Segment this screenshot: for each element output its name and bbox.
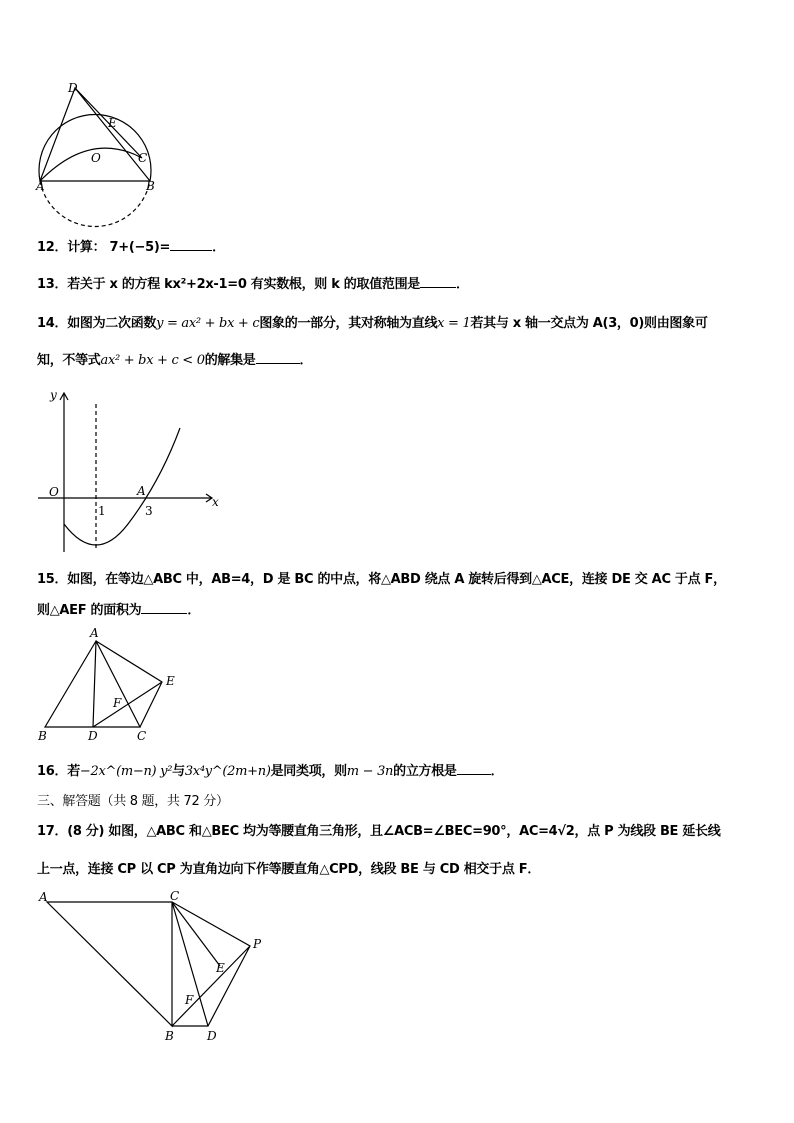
label-B: B (146, 179, 155, 193)
q14-end: ． (299, 353, 313, 368)
q14-equation: y = ax² + bx + c (156, 316, 260, 331)
q15-text: 则△AEF 的面积为 (37, 603, 142, 618)
answer-blank[interactable] (457, 762, 491, 775)
figure-isosceles (38, 889, 262, 1043)
dashed-arc (40, 181, 150, 226)
answer-blank[interactable] (420, 275, 456, 288)
q14-equation: ax² + bx + c < 0 (100, 353, 205, 368)
label-A: A (36, 179, 45, 193)
circle-arc (39, 114, 151, 181)
label-B: B (165, 1029, 174, 1043)
question-15-line1: 15．如图，在等边△ABC 中，AB=4，D 是 BC 的中点，将△ABD 绕点 A 旋转后得到△ACE，连接 DE 交 AC 于点 F， (37, 572, 726, 587)
label-F: F (113, 696, 122, 710)
parabola-curve (64, 428, 180, 545)
label-E: E (108, 116, 117, 130)
q12-text: 12．计算： 7+(−5)= (37, 240, 171, 255)
question-14-line2 (37, 349, 312, 368)
label-O: O (49, 485, 59, 499)
label-C: C (138, 151, 148, 165)
question-15-line2 (37, 599, 200, 618)
label-x: x (212, 495, 219, 509)
answer-blank[interactable] (141, 601, 187, 614)
figure-parabola (38, 388, 219, 552)
q14-text: 若其与 x 轴一交点为 A(3，0)则由图象可 (470, 316, 708, 331)
q15-end: ． (187, 603, 201, 618)
label-B: B (38, 729, 47, 743)
q13-end: ． (456, 277, 469, 292)
q14-text: 知，不等式 (37, 353, 101, 368)
label-A: A (90, 626, 99, 640)
label-P: P (253, 937, 262, 951)
q16-text: 是同类项，则 (270, 764, 347, 779)
q12-end: ． (212, 240, 225, 255)
q16-text: 与 (172, 764, 185, 779)
label-E: E (166, 674, 175, 688)
label-C: C (170, 889, 180, 903)
figure-equilateral (37, 626, 175, 743)
label-1: 1 (98, 504, 106, 518)
label-A: A (39, 890, 48, 904)
label-O: O (91, 151, 101, 165)
q16-end: ． (490, 764, 504, 779)
q16-text: 16．若 (37, 764, 80, 779)
q16-text: 的立方根是 (393, 764, 457, 779)
q13-text: 13．若关于 x 的方程 kx²+2x-1=0 有实数根，则 k 的取值范围是 (37, 277, 421, 292)
figure-circle (35, 81, 155, 226)
triangle-lines (45, 641, 162, 727)
label-3: 3 (145, 504, 153, 518)
answer-blank[interactable] (256, 351, 300, 364)
q14-text: 14．如图为二次函数 (37, 316, 157, 331)
label-F: F (185, 993, 194, 1007)
label-D: D (207, 1029, 217, 1043)
q16-expr: m − 3n (346, 764, 394, 779)
answer-blank[interactable] (170, 238, 212, 251)
question-17-line2: 上一点，连接 CP 以 CP 为直角边向下作等腰直角△CPD，线段 BE 与 CD 相交于点 F． (37, 862, 541, 877)
label-D: D (88, 729, 98, 743)
question-13 (37, 273, 469, 292)
question-12 (37, 236, 225, 255)
q14-text: 的解集是 (204, 353, 256, 368)
label-D: D (68, 81, 78, 95)
section-heading: 三、解答题（共 8 题，共 72 分） (37, 794, 229, 809)
label-C: C (137, 729, 147, 743)
circle-lines (40, 88, 150, 181)
q14-equation: x = 1 (437, 316, 471, 331)
label-A: A (137, 484, 146, 498)
q14-text: 图象的一部分，其对称轴为直线 (259, 316, 438, 331)
label-y: y (50, 388, 57, 402)
question-17-line1: 17．(8 分) 如图，△ABC 和△BEC 均为等腰直角三角形，且∠ACB=∠BEC=90°，AC=4√2，点 P 为线段 BE 延长线 (37, 824, 721, 839)
question-16 (37, 760, 503, 779)
question-14-line1 (37, 312, 708, 331)
label-E: E (216, 961, 225, 975)
q16-term: 3x⁴y^(2m+n) (184, 764, 271, 779)
q16-term: −2x^(m−n) y² (79, 764, 173, 779)
